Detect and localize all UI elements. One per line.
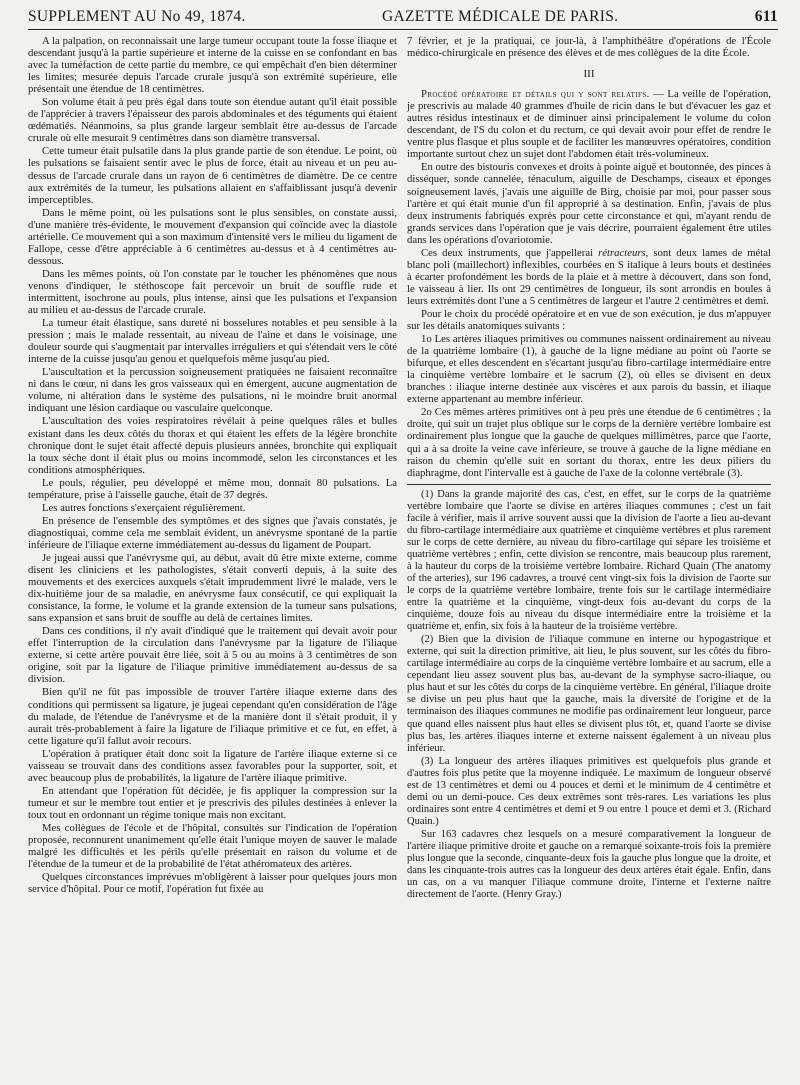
paragraph: 1o Les artères iliaques primitives ou communes naissent ordinairement au niveau de la quatrième lombaire (1), à gauche de la ligne médiane au point où l'aorte se bifurque, et elles descendent en s'écartant jusqu'au fibro-cartilage intermédiaire entre la cinquième vertèbre lombaire et le sacrum (2), où elles se divisent en deux branches : iliaque interne destinée aux viscères et aux parois du bassin, et iliaque externe appartenant au membre inférieur. [407,333,771,406]
footnote: Sur 163 cadavres chez lesquels on a mesuré comparativement la longueur de l'artère iliaque primitive droite et gauche on a remarqué soixante-trois fois la première plus longue que la seconde, cinquante-deux fois la gauche plus longue que la droite, et dans les cinquante-trois autres cas la longueur des deux artères était égale. Enfin, dans un cas, on a vu manquer l'iliaque commune droite, l'interne et l'externe naître directement de l'aorte. (Henry Gray.) [407,828,771,901]
paragraph: Pour le choix du procédé opératoire et en vue de son exécution, je dus m'appuyer sur les détails anatomiques suivants : [407,307,771,333]
paragraph: En outre des bistouris convexes et droits à pointe aiguë et boutonnée, des pinces à disséquer, sonde cannelée, ténaculum, aiguille de Deschamps, ciseaux et éponges soigneusement lavés, j'avais une aiguille de Birg, choisie par moi, pour passer sous l'artère et qui était munie d'un fil approprié à sa destination. Enfin, j'avais de plus deux instruments fabriqués exprès pour cette circonstance et qui, m'ayant rendu de grands services dans l'opération que je vais décrire, pourraient également être utiles dans les opérations d'ovariotomie. [407,161,771,246]
page-number: 611 [754,8,778,25]
paragraph: En présence de l'ensemble des symptômes et des signes que j'avais constatés, je diagnostiquai, comme cela me semblait évident, un anévrysme spontané de la partie inférieure de l'iliaque externe immédiatement au-dessus du ligament de Poupart. [28,514,397,551]
section-heading: Procédé opératoire et détails qui y sont relatifs. [421,88,650,101]
paragraph: L'auscultation et la percussion soigneusement pratiquées ne faisaient reconnaître ni dans le cœur, ni dans les gros vaisseaux qui en émergent, aucune augmentation de volume, ni altération dans le système des pulsations, ni le moindre bruit anormal indiquant une lésion cardiaque ou vasculaire quelconque. [28,366,397,415]
paragraph: Je jugeai aussi que l'anévrysme qui, au début, avait dû être mixte externe, comme disent les cliniciens et les pathologistes, s'était converti depuis, à la suite des mouvements et des exercices auxquels s'était imprudemment livré le malade, vers le dix-huitième jour de sa maladie, en anévrysme faux consécutif, ce qui expliquait la consistance, la forme, le volume et la grande extension de la tumeur sans pulsations, sans expansion et sans bruit de souffle au delà de certaines limites. [28,551,397,625]
paragraph: Les autres fonctions s'exerçaient régulièrement. [42,501,246,514]
footnotes [407,489,771,902]
paragraph: Cette tumeur était pulsatile dans la plus grande partie de son étendue. Le point, où les pulsations se faisaient sentir avec le plus de force, était au niveau et un peu au-dessus de l'arcade crurale dans un rayon de 6 centimètres de diamètre. De ce centre aux extrémités de la tumeur, les pulsations allaient en s'affaiblissant jusqu'à devenir imperceptibles. [28,145,397,206]
paragraph: 2o Ces mêmes artères primitives ont à peu près une étendue de 6 centimètres ; la droite, qui suit un trajet plus oblique sur le corps de la dernière vertèbre lombaire est ordinairement plus longue que la gauche de quelques millimètres, parce que l'aorte, qui a à sa droite la veine cave inférieure, se trouve à gauche de la ligne médiane en raison du chemin qu'elle suit en sortant du thorax, entre les deux piliers du diaphragme, dont l'intervalle est à gauche de l'axe de la colonne vertébrale (3). [407,406,771,479]
paragraph: L'auscultation des voies respiratoires révélait à peine quelques râles et bulles existant dans les deux côtés du thorax et qui étaient les effets de la légère bronchite chronique dont le sujet était affecté depuis plusieurs années, bronchite qui expliquait la toux sèche dont il était plus ou moins incommodé, selon les circonstances et les conditions atmosphériques. [28,415,397,476]
paragraph: A la palpation, on reconnaissait une large tumeur occupant toute la fosse iliaque et descendant jusqu'à la partie supérieure et interne de la cuisse en se confondant en bas avec la tuméfaction de cette partie du membre, ce qui empêchait d'en bien déterminer les limites; mesurée depuis l'arcade crurale jusqu'à son extrémité supérieure, elle présentait une étendue de 18 centimètres. [28,35,397,96]
paragraph: La tumeur était élastique, sans dureté ni bosselures notables et peu sensible à la pression ; mais le malade ressentait, au niveau de l'aine et dans le voisinage, une douleur sourde qui s'augmentait par intervalles irréguliers et qui s'étendait vers le côté interne de la cuisse jusqu'au genou et quelquefois même jusqu'au pied. [28,317,397,366]
journal-title: GAZETTE MÉDICALE DE PARIS. [382,8,619,25]
right-column [407,35,771,902]
section-first-text: — La veille de l'opération, je prescrivis au malade 40 grammes d'huile de ricin dans le but d'évacuer les gaz et autres résidus intestinaux et de diminuer ainsi principalement le volume du colon descendant, de l'S du colon et du rectum, ce qui devait avoir pour effet de rendre le ventre plus flasque et plus souple et de faciliter les manœuvres opératoires, condition importante surtout chez un sujet dont l'abdomen était très-volumineux. [407,88,771,161]
running-header [28,8,778,30]
paragraph: Dans le même point, où les pulsations sont le plus sensibles, on constate aussi, d'une manière très-évidente, le mouvement d'expansion qui coïncide avec la diastole artérielle. Ce mouvement qui a son maximum d'intensité vers le milieu du ligament de Fallope, cesse d'être appréciable à 6 centimètres au-dessus et à 4 centimètres au-dessous. [28,206,397,267]
paragraph: Dans ces conditions, il n'y avait d'indiqué que le traitement qui devait avoir pour effet l'interruption de la circulation dans l'anévrysme par la ligature de l'iliaque externe, si cette artère pouvait être liée, soit à 5 ou au moins à 3 centimètres de son origine, soit par la ligature de l'iliaque primitive immédiatement au-dessus de sa division. [28,625,397,686]
left-column [18,35,397,902]
paragraph: En attendant que l'opération fût décidée, je fis appliquer la compression sur la tumeur et sur le membre tout entier et je prescrivis des pilules destinées à enlever la toux tout en ordonnant un régime tonique mais non excitant. [28,784,397,821]
paragraph: Son volume était à peu près égal dans toute son étendue autant qu'il était possible de l'apprécier à travers l'épaisseur des parois abdominales et des téguments qui étaient œdématiés. Néanmoins, sa plus grande largeur semblait être au-dessus de l'arcade crurale où elle mesurait 9 centimètres dans son diamètre transversal. [28,96,397,145]
section-number: III [583,68,595,81]
section-first-paragraph [407,88,771,160]
footnote: (2) Bien que la division de l'iliaque commune en interne ou hypogastrique et externe, qui suit la direction primitive, ait lieu, le plus souvent, sur les côtés du fibro-cartilage intermédiaire au corps de la cinquième vertèbre lombaire et au sacrum, elle a cependant lieu assez souvent plus bas, au-devant de la symphyse sacro-iliaque, ou plus haut et sur les côtés du corps de la cinquième vertèbre. En général, l'iliaque droite se divise un peu plus haut que la gauche, mais la diversité de l'origine et de la terminaison des iliaques communes ne modifie pas ordinairement leur longueur, parce que quand elles naissent plus haut elles se divisent plus tôt, et, quand l'aorte se divise plus bas, les artères iliaques interne et externe naissent également à un niveau plus inférieur. [407,634,771,754]
paragraph: Dans les mêmes points, où l'on constate par le toucher les phénomènes que nous venons d'indiquer, le stéthoscope fait percevoir un bruit de souffle rude et intermittent, isochrone au pouls, plus intense, ainsi que les pulsations et l'expansion au milieu et au-dessus de l'arcade crurale. [28,267,397,317]
paragraph: L'opération à pratiquer était donc soit la ligature de l'artère iliaque externe si ce vaisseau se trouvait dans des conditions assez favorables pour la supporter, soit, et avec beaucoup plus de probabilités, la ligature de l'artère iliaque primitive. [28,747,397,784]
paragraph: Mes collègues de l'école et de l'hôpital, consultés sur l'indication de l'opération proposée, reconnurent unanimement qu'elle était l'unique moyen de sauver le malade malgré les difficultés et les périls qu'elle présentait en raison du volume et de l'étendue de la tumeur et de la probabilité de l'état athéromateux des artères. [28,822,397,871]
footnote: (3) La longueur des artères iliaques primitives est quelquefois plus grande et d'autres fois plus petite que la moyenne indiquée. Le maximum de longueur observé est de 13 centimètres et demi ou 4 pouces et demi et le minimum de 4 centimètre et demi ou un demi-pouce. Ces deux extrêmes sont très-rares. Les variations les plus ordinaires sont entre 4 centimètres et demi et 9 ou entre 1 pouce et demi et 3. (Richard Quain.) [407,755,771,827]
text-columns [18,35,778,902]
footnote-divider [407,484,771,485]
retractor-pre: Ces deux instruments, que j'appellerai [421,246,599,259]
retractor-term: rétracteurs [598,246,646,259]
paragraph: Bien qu'il ne fût pas impossible de trouver l'artère iliaque externe dans des conditions qui permissent sa ligature, je jugeai cependant qu'en considération de l'âge du malade, de l'étendue de l'anévrysme et de la manière dont il s'était produit, il y aurait très-probablement à faire la ligature de l'iliaque primitive et ce fut, en effet, à cette ligature qu'il fallut avoir recours. [28,686,397,747]
footnote: (1) Dans la grande majorité des cas, c'est, en effet, sur le corps de la quatrième vertèbre lombaire que l'aorte se divise en artères iliaques communes ; c'est un fait facile à vérifier, mais il arrive souvent aussi que la division de l'aorte a lieu au-devant du fibro-cartilage intermédiaire aux quatrième et cinquième vertèbres et plus rarement sur le corps de cette dernière, au niveau du fibro-cartilage qui sépare les troisième et quatrième vertèbres ; enfin, cette division se rencontre, mais beaucoup plus rarement, à la hauteur du corps de la troisième vertèbre lombaire. Richard Quain (The anatomy of the arteries), sur 196 cadavres, a trouvé cent vingt-six fois la division de l'aorte sur le corps de la quatrième vertèbre lombaire, trente fois sur le cartilage intermédiaire entre la quatrième et la cinquième, vingt-deux fois au-devant du corps de la cinquième, douze fois au niveau du disque intermédiaire entre la troisième et la quatrième et, enfin, six fois à la hauteur de la troisième vertèbre. [407,488,771,633]
paragraph: Le pouls, régulier, peu développé et même mou, donnait 80 pulsations. La température, prise à l'aisselle gauche, était de 37 degrés. [28,476,397,501]
supplement-label: SUPPLEMENT AU No 49, 1874. [28,8,246,25]
retractor-post: , sont deux lames de métal blanc poli (maillechort) inflexibles, courbées en S italique à leurs bouts et destinées à écarter profondément les bords de la plaie et à mettre à découvert, dans son fond, le vaisseau à lier. Ils ont 29 centimètres de longueur, ils sont arrondis en boules à leurs extrémités dont l'une a 5 centimètres de largeur et l'autre 2 centimètres et demi. [407,246,771,307]
paragraph: Quelques circonstances imprévues m'obligèrent à laisser pour quelques jours mon service d'hôpital. Pour ce motif, l'opération fut fixée au [28,871,397,896]
retractor-paragraph [407,247,771,307]
paragraph-continuation: 7 février, et je la pratiquai, ce jour-là, à l'amphithéâtre d'opérations de l'École médico-chirurgicale en présence des élèves et de mes collègues de la dite École. [407,35,771,60]
